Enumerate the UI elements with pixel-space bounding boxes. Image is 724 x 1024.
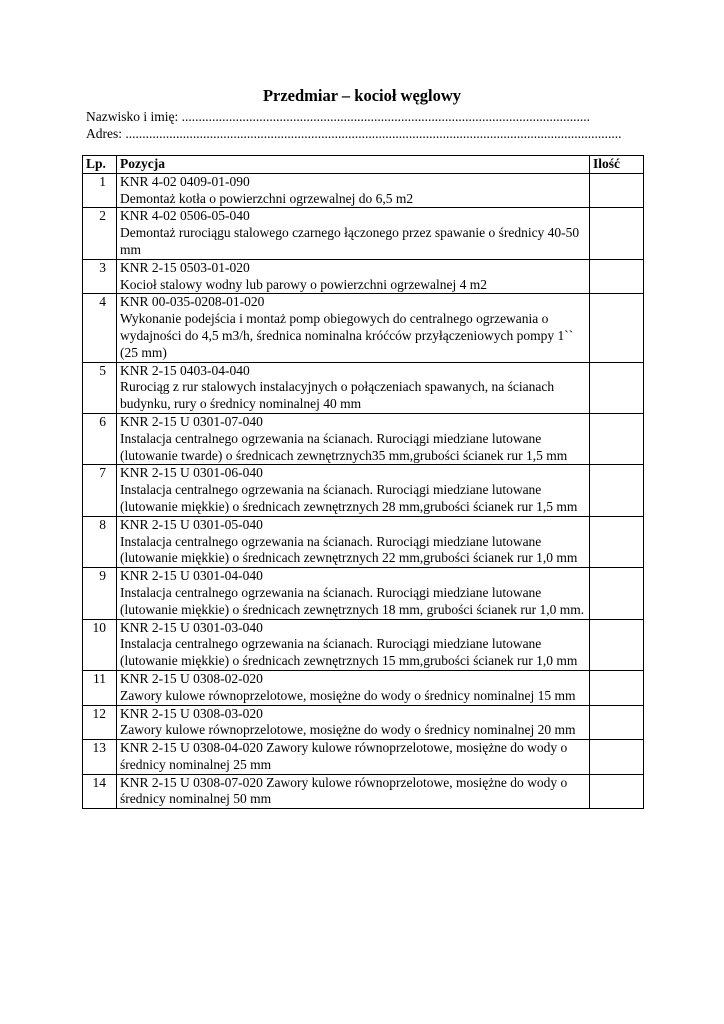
table-body	[83, 173, 644, 808]
row-quantity-cell[interactable]	[590, 362, 644, 413]
row-position	[117, 173, 590, 208]
bill-of-quantities-table	[82, 155, 644, 809]
header-quantity: Ilość	[590, 156, 644, 174]
row-number: 10	[83, 619, 117, 670]
position-code: KNR 2-15 U 0301-04-040	[120, 568, 263, 584]
table-row	[83, 208, 644, 259]
position-code: KNR 4-02 0409-01-090	[120, 173, 250, 189]
position-description: Instalacja centralnego ogrzewania na ścianach. Rurociągi miedziane lutowane (lutowanie twarde) o średnicach zewnętrznych35 mm,grubości ścianek rur 1,5 mm	[120, 430, 568, 463]
position-description: Zawory kulowe równoprzelotowe, mosiężne do wody o średnicy nominalnej 15 mm	[120, 687, 576, 703]
row-position	[117, 740, 590, 775]
table-row	[83, 173, 644, 208]
position-description: Instalacja centralnego ogrzewania na ścianach. Rurociągi miedziane lutowane (lutowanie miękkie) o średnicach zewnętrznych 22 mm,grubości ścianek rur 1,0 mm	[120, 533, 578, 566]
position-code: KNR 2-15 U 0301-03-040	[120, 619, 263, 635]
position-description: Wykonanie podejścia i montaż pomp obiegowych do centralnego ogrzewania o wydajności do 4,5 m3/h, średnica nominalna króćców przyłączeniowych pompy 1`` (25 mm)	[120, 311, 574, 360]
row-position	[117, 294, 590, 362]
position-description: Kocioł stalowy wodny lub parowy o powierzchni ogrzewalnej 4 m2	[120, 276, 488, 292]
row-position	[117, 465, 590, 516]
row-quantity-cell[interactable]	[590, 568, 644, 619]
document-title: Przedmiar – kocioł węglowy	[262, 86, 462, 105]
row-number: 11	[83, 670, 117, 705]
table-row	[83, 362, 644, 413]
position-code: KNR 4-02 0506-05-040	[120, 208, 250, 224]
name-field-line: Nazwisko i imię: .........................................................................................................................	[86, 109, 590, 124]
position-description: Zawory kulowe równoprzelotowe, mosiężne do wody o średnicy nominalnej 50 mm	[120, 774, 568, 807]
row-number: 1	[83, 173, 117, 208]
row-position	[117, 516, 590, 567]
row-number: 7	[83, 465, 117, 516]
row-position	[117, 619, 590, 670]
row-number: 3	[83, 259, 117, 294]
row-number: 2	[83, 208, 117, 259]
row-number: 14	[83, 774, 117, 809]
table-row	[83, 670, 644, 705]
row-position	[117, 568, 590, 619]
address-field-line: Adres: ...................................................................................................................................................	[86, 126, 622, 141]
position-code: KNR 2-15 U 0301-05-040	[120, 516, 263, 532]
position-code: KNR 2-15 U 0308-07-020	[120, 774, 263, 790]
row-position	[117, 413, 590, 464]
header-position: Pozycja	[117, 156, 590, 174]
row-quantity-cell[interactable]	[590, 208, 644, 259]
row-quantity-cell[interactable]	[590, 413, 644, 464]
position-code: KNR 2-15 0503-01-020	[120, 259, 250, 275]
table-row	[83, 774, 644, 809]
table-row	[83, 294, 644, 362]
row-position	[117, 774, 590, 809]
position-description: Demontaż kotła o powierzchni ogrzewalnej do 6,5 m2	[120, 190, 414, 206]
row-position	[117, 259, 590, 294]
table-row	[83, 259, 644, 294]
header-lp: Lp.	[83, 156, 117, 174]
row-quantity-cell[interactable]	[590, 740, 644, 775]
position-code: KNR 2-15 U 0308-03-020	[120, 705, 263, 721]
row-quantity-cell[interactable]	[590, 774, 644, 809]
row-quantity-cell[interactable]	[590, 259, 644, 294]
position-description: Demontaż rurociągu stalowego czarnego łączonego przez spawanie o średnicy 40-50 mm	[120, 225, 580, 257]
row-position	[117, 705, 590, 740]
position-description: Rurociąg z rur stalowych instalacyjnych o połączeniach spawanych, na ścianach budynku, rury o średnicy nominalnej 40 mm	[120, 379, 555, 412]
position-description: Zawory kulowe równoprzelotowe, mosiężne do wody o średnicy nominalnej 20 mm	[120, 722, 576, 738]
table-row	[83, 568, 644, 619]
row-quantity-cell[interactable]	[590, 705, 644, 740]
row-number: 13	[83, 740, 117, 775]
table-row	[83, 516, 644, 567]
row-quantity-cell[interactable]	[590, 670, 644, 705]
table-row	[83, 465, 644, 516]
table-row	[83, 740, 644, 775]
table-header-row	[83, 156, 644, 174]
row-quantity-cell[interactable]	[590, 173, 644, 208]
position-code: KNR 2-15 U 0308-04-020	[120, 740, 263, 756]
row-number: 9	[83, 568, 117, 619]
row-position	[117, 208, 590, 259]
position-code: KNR 00-035-0208-01-020	[120, 294, 265, 310]
row-number: 8	[83, 516, 117, 567]
row-quantity-cell[interactable]	[590, 516, 644, 567]
table-row	[83, 413, 644, 464]
row-number: 6	[83, 413, 117, 464]
position-description: Zawory kulowe równoprzelotowe, mosiężne do wody o średnicy nominalnej 25 mm	[120, 740, 568, 772]
table-row	[83, 619, 644, 670]
row-number: 12	[83, 705, 117, 740]
position-description: Instalacja centralnego ogrzewania na ścianach. Rurociągi miedziane lutowane (lutowanie miękkie) o średnicach zewnętrznych 18 mm, grubości ścianek rur 1,0 mm.	[120, 584, 585, 617]
row-position	[117, 362, 590, 413]
position-description: Instalacja centralnego ogrzewania na ścianach. Rurociągi miedziane lutowane (lutowanie miękkie) o średnicach zewnętrznych 28 mm,grubości ścianek rur 1,5 mm	[120, 482, 578, 514]
row-quantity-cell[interactable]	[590, 465, 644, 516]
position-code: KNR 2-15 U 0308-02-020	[120, 670, 263, 686]
table-row	[83, 705, 644, 740]
row-quantity-cell[interactable]	[590, 619, 644, 670]
row-quantity-cell[interactable]	[590, 294, 644, 362]
position-code: KNR 2-15 U 0301-07-040	[120, 413, 263, 429]
row-number: 5	[83, 362, 117, 413]
position-code: KNR 2-15 U 0301-06-040	[120, 465, 263, 481]
position-description: Instalacja centralnego ogrzewania na ścianach. Rurociągi miedziane lutowane (lutowanie miękkie) o średnicach zewnętrznych 15 mm,grubości ścianek rur 1,0 mm	[120, 636, 578, 669]
row-position	[117, 670, 590, 705]
position-code: KNR 2-15 0403-04-040	[120, 362, 250, 378]
row-number: 4	[83, 294, 117, 362]
